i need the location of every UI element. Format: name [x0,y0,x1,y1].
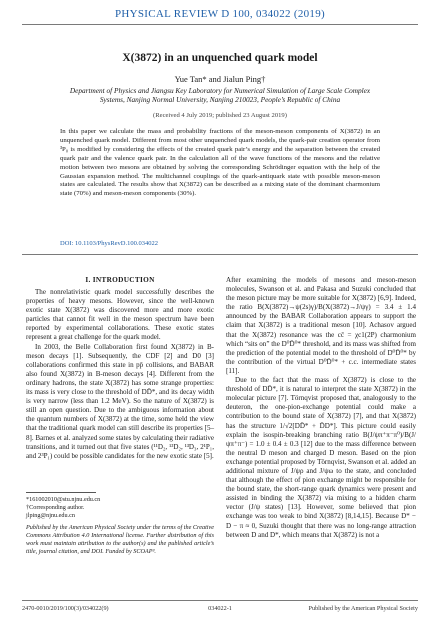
right-paragraph-1: After examining the models of mesons and meson-meson molecules, Swanson et al. and Pakasa and Suzuki concluded that the meson picture may be more suitable for X(3872) [6,9]. Indeed, the ratio B(X(3872)→ψ(2s)γ)/B(X(3872)→J/ψγ) = 3.4 ± 1.4 announced by the BABAR Collaboration appears to support the claim that X(3872) is a traditional meson [10]. Achasov argued that the X(3872) resonance was the cc̄ = χc1(2P) charmonium which “sits on” the D⁰D̄⁰* threshold, and its mass was shifted from the prediction of the potential model to the threshold of D⁰D̄⁰* by the contribution of the virtual D⁰D̄⁰* + c.c. intermediate states [11]. [226,276,417,375]
section-heading: I. INTRODUCTION [85,275,155,284]
right-column [226,276,416,540]
footnotes [26,496,214,519]
paper-authors: Yue Tan* and Jialun Ping† [174,74,266,84]
doi-link[interactable]: DOI: 10.1103/PhysRevD.100.034022 [60,240,158,247]
footer-issn: 2470-0010/2019/100(3)/034022(9) [22,605,109,612]
intro-paragraph-2: In 2003, the Belle Collaboration first found X(3872) in B-meson decays [1]. Subsequently, the CDF [2] and D0 [3] collaborations confirmed this state in pp̄ collisions, and BABAR also found X(3872) in B-meson decays [4]. Different from the ordinary hadrons, the state X(3872) has some strange properties: its mass is very close to the threshold of DD̄*, and its decay width is very narrow (less than 1.2 MeV). So the nature of X(3872) is still an open question. Due to the ambiguous information about the quantum numbers of X(3872) at the time, some held the view that the traditional quark model can still describe its properties [5–8]. Barnes et al. analyzed some states by calculating their radiative transitions, and it turned out that five states (¹¹D₂, ¹³D₂, ¹³D₃, 2¹P₁, and 2³P₁) could be possible candidates for the new exotic state [5]. [26,342,214,460]
license-notice: Published by the American Physical Society under the terms of the Creative Commons Attribution 4.0 International license. Further distribution of this work must maintain attribution to the author(s) and the published article’s title, journal citation, and DOI. Funded by SCOAP³. [26,524,214,555]
page-number: 034022-1 [208,605,232,612]
paper-title: X(3872) in an unquenched quark model [122,52,318,64]
header-rule [22,24,418,25]
abstract: In this paper we calculate the mass and probability fractions of the meson-meson components of X(3872) in an unquenched quark model. Different from most other unquenched quark models, the quark-pair creation operator from ³P₀ is modified by considering the effects of the created quark pair’s energy and the separation between the created quark pair and the valence quark pair. In the calculation all of the wave functions of the mesons and the relative motion between two mesons are obtained by solving the corresponding Schrödinger equation with the help of the Gaussian expansion method. The multichannel couplings of the quark-antiquark state with possible meson-meson states are calculated. The results show that X(3872) can be described as a mixing state of the dominant charmonium state (70%) and meson-meson components (30%). [60,128,380,198]
running-head: PHYSICAL REVIEW D 100, 034022 (2019) [114,8,325,20]
footnote-corresponding: †Corresponding author. [26,503,85,511]
abstract-rule [22,254,418,255]
paper-affiliation: Department of Physics and Jiangsu Key Laboratory for Numerical Simulation of Large Scale Complex Systems, Nanjing Normal University, Nanjing 210023, People’s Republic of China [69,86,371,105]
left-column [26,288,214,461]
footer-publisher: Published by the American Physical Society [308,605,418,612]
right-paragraph-2: Due to the fact that the mass of X(3872) is close to the threshold of DD̄*, it is natural to interpret the state X(3872) in the molecular picture [7]. Törnqvist proposed that, analogously to the deuteron, the one-pion-exchange potential could make a contribution to the bound state of X(3872) [7], and that X(3872) has the structure 1/√2[DD̄* + D̄D*]. This picture could easily explain the isospin-breaking branching ratio B(J/ψπ⁺π⁻π⁰)/B(J/ψπ⁺π⁻) = 1.0 ± 0.4 ± 0.3 [12] due to the mass difference between the neutral D meson and charged D meson. Based on the pion exchange potential proposed by Törnqvist, Swanson et al. added an additional mixture of J/ψρ and J/ψω to the state, and concluded that although the effect of pion exchange might be responsible for the bound state, the short-range quark dynamics were present and assisted in binding the X(3872) via mixing to a hidden charm vector (J/ψ states) [13]. However, some believed that pion exchange was too weak to bind X(3872) [8,14,15]. Because D* − D − π ≈ 0, Suzuki thought that there was no long-range attraction between D and D*, which means that X(3872) is not a [226,376,416,539]
received-published-dates: (Received 4 July 2019; published 23 August 2019) [153,112,287,119]
footer-rule [22,600,418,601]
footnote-email-1[interactable]: *161002010@stu.njnu.edu.cn [26,496,101,503]
footnote-email-2[interactable]: jlping@njnu.edu.cn [26,511,76,519]
doi-line[interactable] [60,240,158,247]
footnote-rule [26,492,96,493]
intro-paragraph-1: The nonrelativistic quark model successfully describes the properties of heavy mesons. However, since the well-known exotic state X(3872) was discovered more and more exotic particles that cannot fit well in the meson spectrum have been reported by experimental collaborations. These exotic states represent a great challenge for the quark model. [26,288,214,342]
